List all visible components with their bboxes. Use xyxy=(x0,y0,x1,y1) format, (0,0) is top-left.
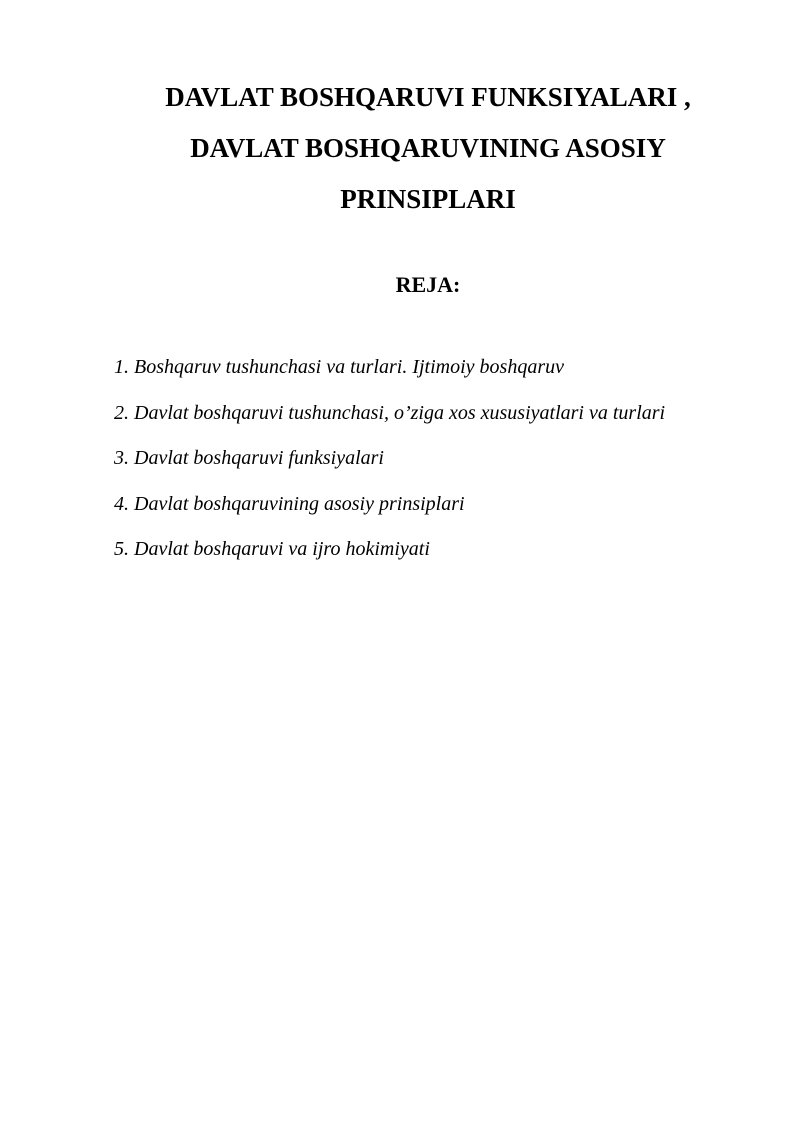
title-line: DAVLAT BOSHQARUVINING ASOSIY xyxy=(190,133,666,163)
document-title xyxy=(110,72,746,225)
plan-item: 4. Davlat boshqaruvining asosiy prinsiplari xyxy=(114,492,465,515)
plan-item: 5. Davlat boshqaruvi va ijro hokimiyati xyxy=(114,538,430,560)
plan-item: 2. Davlat boshqaruvi tushunchasi, o’ziga xos xususiyatlari va turlari xyxy=(114,401,666,424)
title-line: DAVLAT BOSHQARUVI FUNKSIYALARI , xyxy=(165,82,691,112)
plan-list xyxy=(114,350,774,578)
title-line: PRINSIPLARI xyxy=(340,184,516,214)
plan-item: 3. Davlat boshqaruvi funksiyalari xyxy=(114,447,384,469)
plan-heading: REJA: xyxy=(395,272,461,297)
plan-item: 1. Boshqaruv tushunchasi va turlari. Ijtimoiy boshqaruv xyxy=(114,356,564,378)
